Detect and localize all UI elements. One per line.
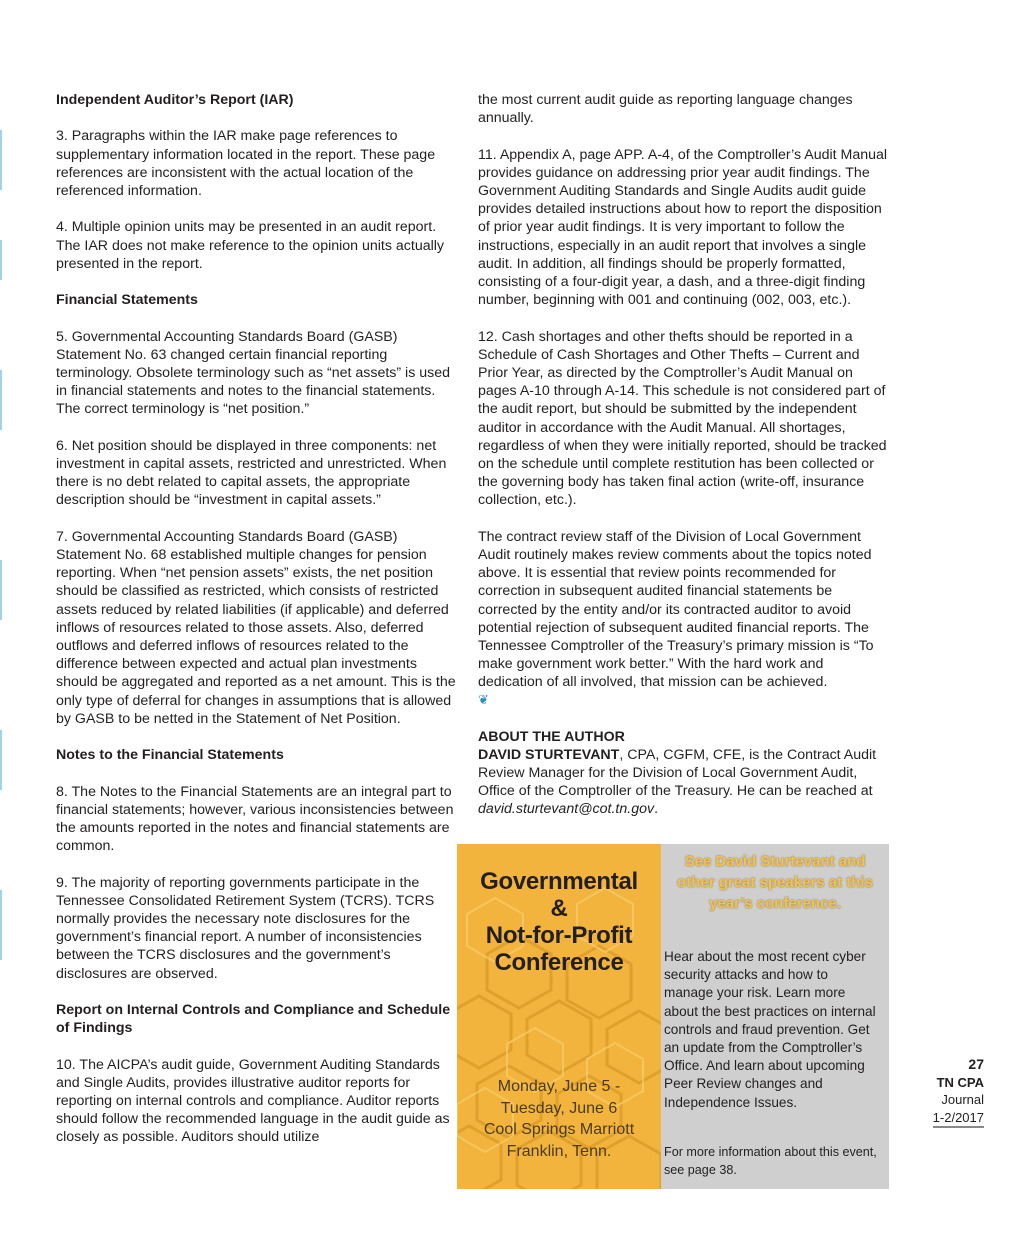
section-heading-iar: Independent Auditor’s Report (IAR) xyxy=(56,92,294,108)
about-author-heading: ABOUT THE AUTHOR xyxy=(478,728,625,745)
author-bio-text: , CPA, CGFM, CFE, is the Contract Audit Review Manager for the Division of Local Government Audit, Office of the Comptroller of the Treasury. He can be reached at xyxy=(478,746,877,800)
margin-marks xyxy=(0,130,3,960)
date-line-1: Monday, June 5 - xyxy=(497,1078,621,1095)
venue: Cool Springs Marriott xyxy=(483,1121,635,1138)
date-line-2: Tuesday, June 6 xyxy=(500,1099,618,1117)
title-line-4: Conference xyxy=(494,949,624,976)
closing-paragraph: The contract review staff of the Division of Local Government Audit routinely makes review comments about the topics noted above. It is essential that review points recommended for correction in subsequent audited financial statements be corrected by the entity and/or its contracted auditor to avoid potential rejection of subsequent audited financial reports. The Tennessee Comptroller of the Treasury’s primary mission is “To make government work better.” With the hard work and dedication of all involved, that mission can be achieved. xyxy=(478,528,874,691)
title-line-2: & xyxy=(550,895,568,922)
paragraph-7: 7. Governmental Accounting Standards Board (GASB) Statement No. 68 established multiple changes for pension reporting. When “net pension assets” exists, the net position should be classified as restricted, which consists of restricted assets reduced by related liabilities (if applicable) and deferred inflows of resources related to those assets. Also, deferred outflows and deferred inflows of resources related to the difference between expected and actual plan investments should be aggregated and reported as a net amount. This is the only type of deferral for changes in assumptions that is allowed by GASB to be netted in the Statement of Net Position. xyxy=(56,528,456,727)
paragraph-3: 3. Paragraphs within the IAR make page references to supplementary information located in the report. These page references are inconsistent with the actual location of the referenced information. xyxy=(56,128,436,199)
section-heading-internal-controls: Report on Internal Controls and Compliance and Schedule of Findings xyxy=(56,1002,451,1037)
paragraph-9: 9. The majority of reporting governments participate in the Tennessee Consolidated Retirement System (TCRS). TCRS normally provides the necessary note disclosures for the government’s financial report. A number of inconsistencies between the TCRS disclosures and the government’s disclosures are observed. xyxy=(56,874,435,982)
ad-left-panel xyxy=(457,844,661,1189)
paragraph-12: 12. Cash shortages and other thefts should be reported in a Schedule of Cash Shortages and Other Thefts – Current and Prior Year, as directed by the Comptroller’s Audit Manual on pages A-10 through A-14. This schedule is not considered part of the audit report, but should be submitted by the independent auditor in accordance with the Audit Manual. All shortages, regardless of when they were initially reported, should be tracked on the schedule until complete restitution has been collected or the governing body has taken final action (write-off, insurance collection, etc.). xyxy=(478,328,887,509)
page-footer-info xyxy=(928,1056,984,1128)
author-bio xyxy=(478,746,888,819)
section-heading-notes: Notes to the Financial Statements xyxy=(56,747,284,764)
title-line-3: Not-for-Profit xyxy=(485,922,633,949)
paragraph-6: 6. Net position should be displayed in three components: net investment in capital assets, restricted and unrestricted. When there is no debt related to capital assets, the appropriate description should be “investment in capital assets.” xyxy=(56,437,447,509)
ad-body: Hear about the most recent cyber security attacks and how to manage your risk. Learn more about the best practices on internal controls and fraud prevention. Get an update from the Comptroller’s Office. And learn about upcoming Peer Review changes and Independence Issues. xyxy=(664,949,876,1110)
issue-date: 1-2/2017 xyxy=(933,1109,984,1129)
left-column xyxy=(56,91,458,1147)
end-of-article-icon: ❦ xyxy=(478,691,489,707)
section-heading-financial-statements: Financial Statements xyxy=(56,292,198,309)
publication-name-line-1: TN CPA xyxy=(936,1074,984,1090)
author-bio-period: . xyxy=(654,801,659,818)
paragraph-11: 11. Appendix A, page APP. A-4, of the Comptroller’s Audit Manual provides guidance on addressing prior year audit findings. The Government Auditing Standards and Single Audits audit guide provides detailed instructions about how to report the disposition of prior year audit findings. It is very important to follow the instructions, especially in an audit report that involves a single audit. In addition, all findings should be properly formatted, consisting of a four-digit year, a dash, and a three-digit finding number, beginning with 001 and continuing (002, 003, etc.). xyxy=(478,146,888,309)
title-line-1: Governmental xyxy=(480,868,638,895)
conference-advertisement[interactable] xyxy=(457,844,889,1189)
paragraph-4: 4. Multiple opinion units may be presented in an audit report. The IAR does not make reference to the opinion units actually presented in the report. xyxy=(56,219,445,272)
conference-title xyxy=(457,868,661,976)
paragraph-5: 5. Governmental Accounting Standards Board (GASB) Statement No. 63 changed certain financial reporting terminology. Obsolete terminology such as “net assets” is used in financial statements and notes to the financial statements. The correct terminology is “net position.” xyxy=(56,328,451,418)
author-name: DAVID STURTEVANT xyxy=(478,746,620,763)
author-email-link[interactable]: david.sturtevant@cot.tn.gov xyxy=(478,801,655,818)
ad-more-info: For more information about this event, see page 38. xyxy=(664,1145,877,1177)
city: Franklin, Tenn. xyxy=(506,1142,612,1160)
paragraph-8: 8. The Notes to the Financial Statements are an integral part to financial statements; however, various inconsistencies between the amounts reported in the notes and financial statements are common. xyxy=(56,783,454,855)
paragraph-10: 10. The AICPA’s audit guide, Government Auditing Standards and Single Audits, provides illustrative auditor reports for reporting on internal controls and compliance. Auditor reports should follow the recommended language in the audit guide as closely as possible. Auditors should utilize xyxy=(56,1056,450,1146)
ad-tagline: See David Sturtevant and other great speakers at this year’s conference. xyxy=(677,853,873,912)
publication-name-line-2: Journal xyxy=(941,1092,984,1107)
page-number: 27 xyxy=(968,1056,984,1072)
right-column xyxy=(478,91,888,819)
conference-date-venue xyxy=(457,1076,661,1162)
paragraph-10-continued: the most current audit guide as reporting language changes annually. xyxy=(478,92,853,127)
